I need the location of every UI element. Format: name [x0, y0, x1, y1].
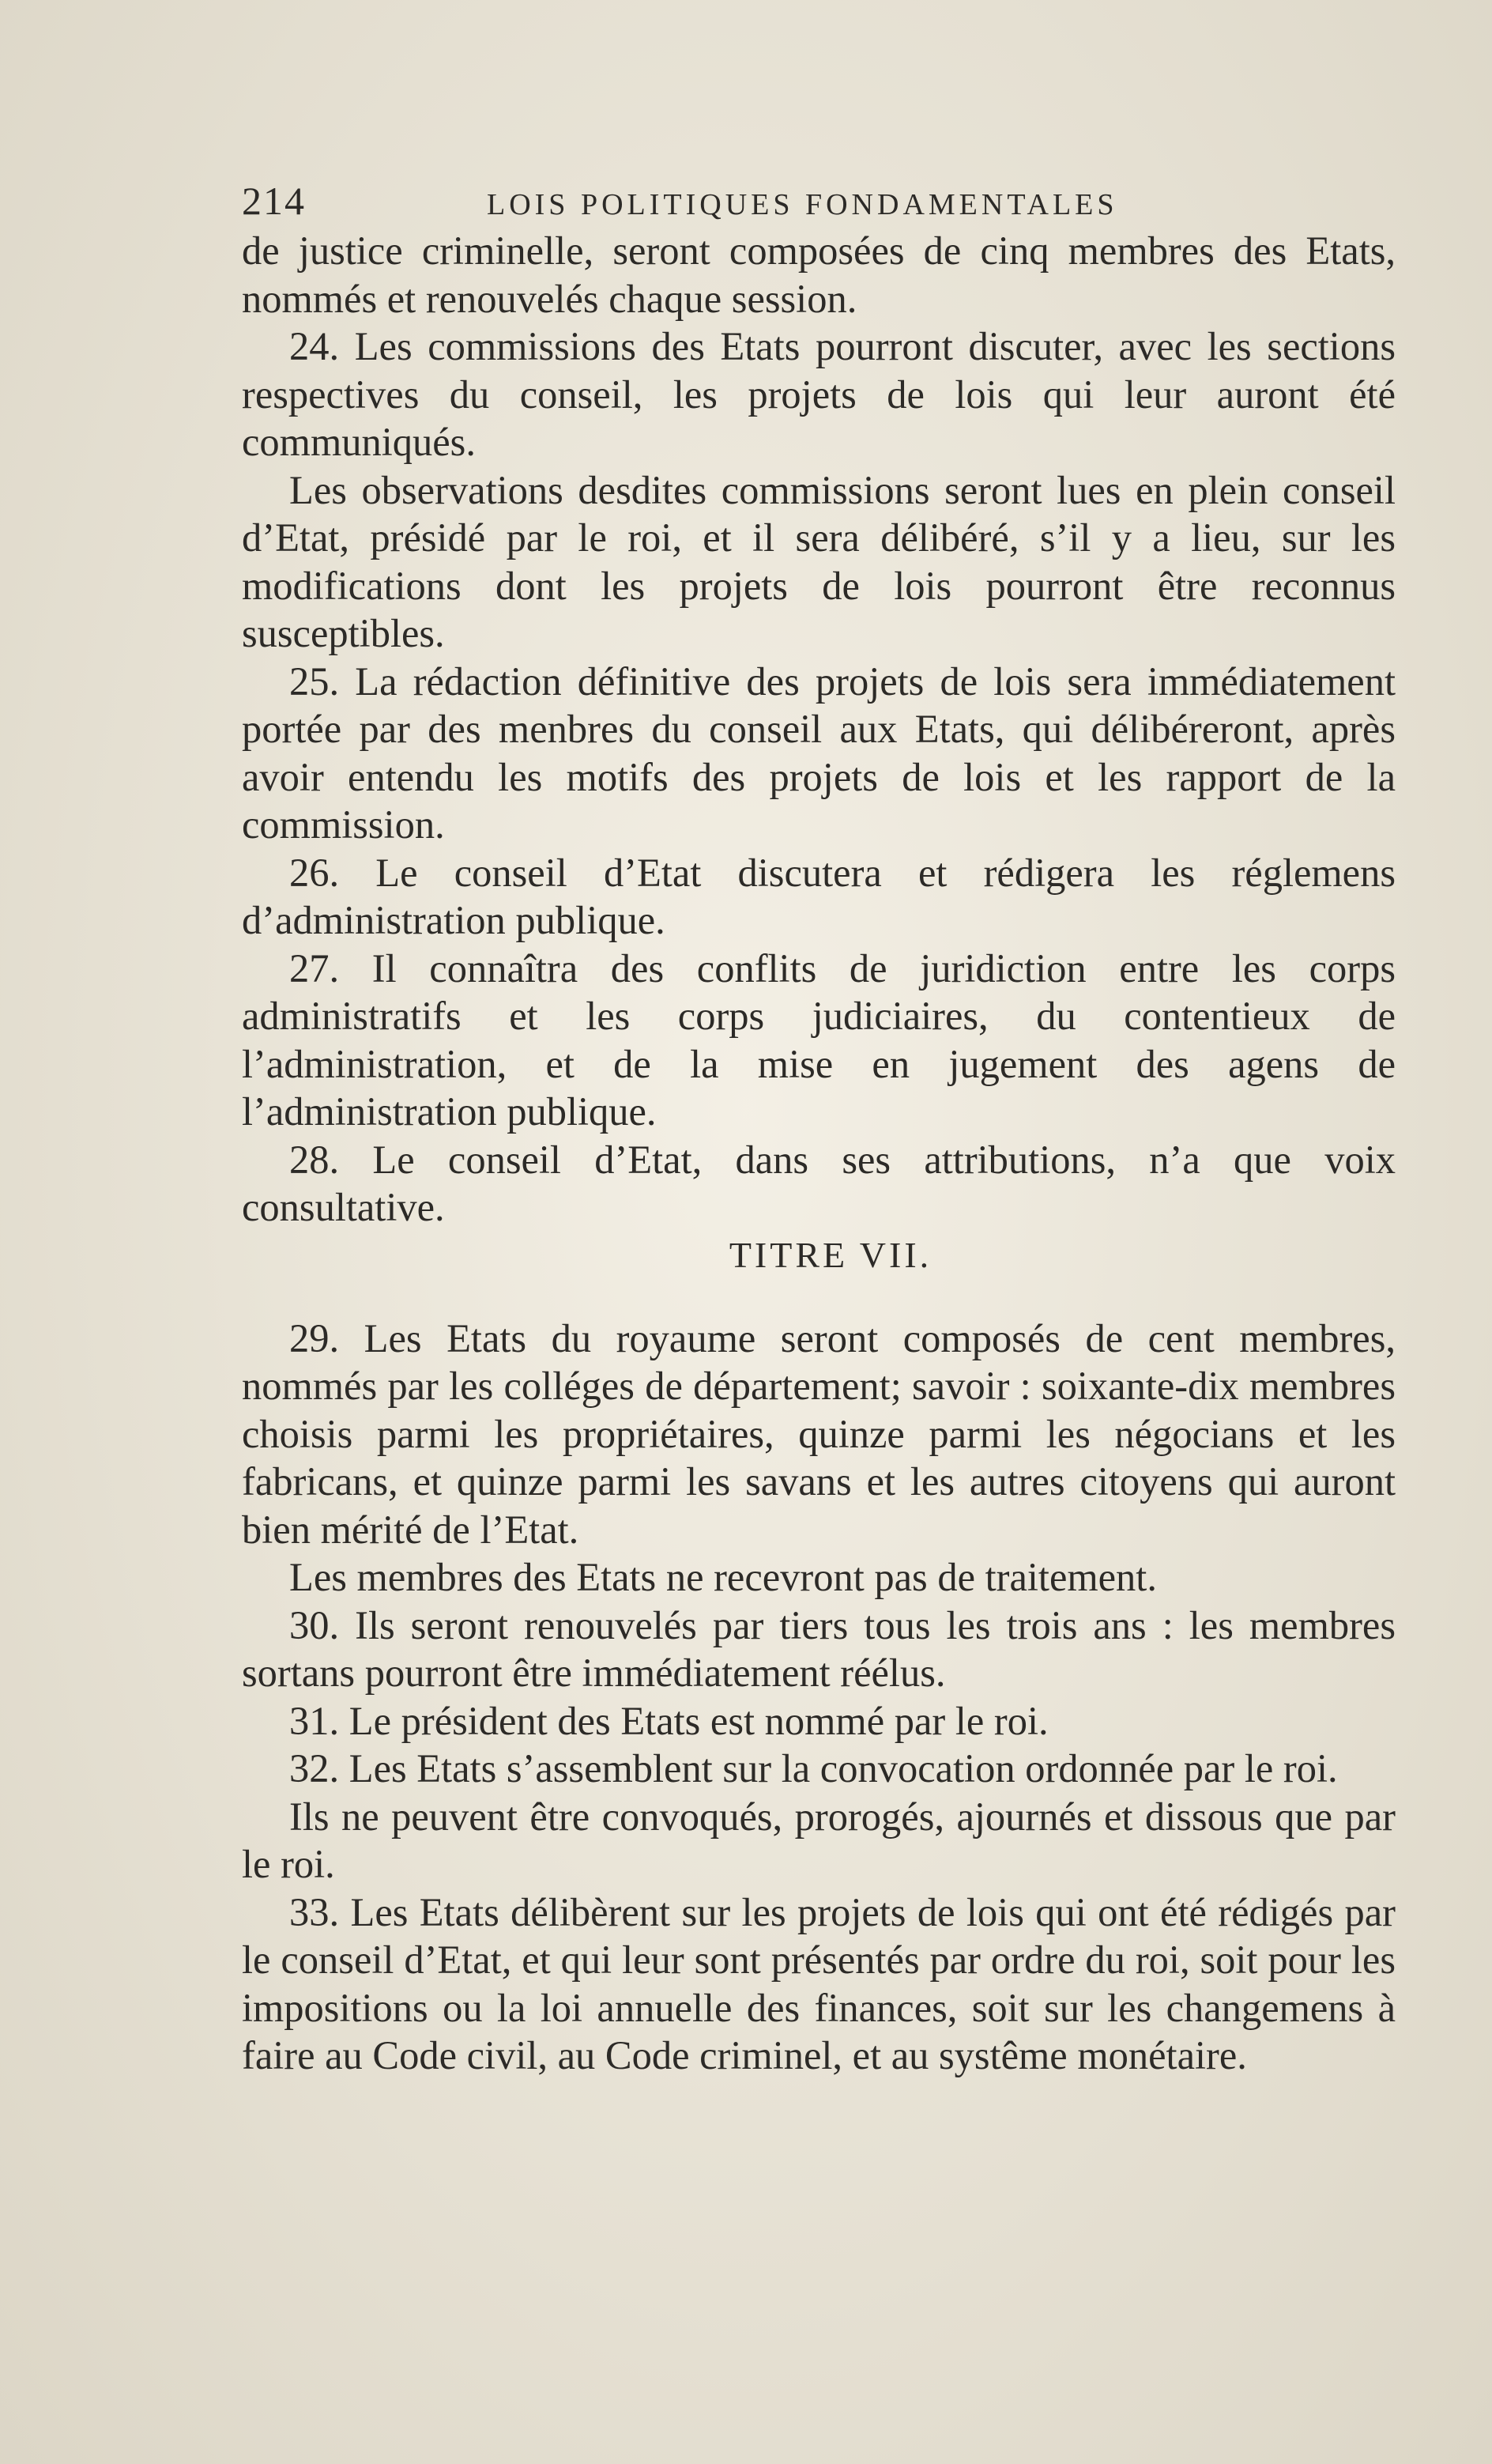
article-26: 26. Le conseil d’Etat discutera et rédigera les réglemens d’administration publique. — [242, 850, 1396, 942]
paragraph-continuation: de justice criminelle, seront composées de cinq membres des Etats, nommés et renouvelés chaque session. — [242, 228, 1396, 321]
article-27: 27. Il connaîtra des conflits de juridiction entre les corps administratifs et les corps judiciaires, du contentieux de l’administration, et de la mise en jugement des agens de l’administration publique. — [242, 945, 1396, 1134]
running-title: LOIS POLITIQUES FONDAMENTALES — [487, 188, 1118, 221]
article-30: 30. Ils seront renouvelés par tiers tous les trois ans : les membres sortans pourront être immédiatement réélus. — [242, 1602, 1396, 1695]
running-head — [242, 178, 1396, 227]
article-24-observations: Les observations desdites commissions seront lues en plein conseil d’Etat, présidé par le roi, et il sera délibéré, s’il y a lieu, sur les modifications dont les projets de lois pourront être reconnus susceptibles. — [242, 467, 1396, 655]
section-title: TITRE VII. — [729, 1234, 932, 1275]
article-31: 31. Le président des Etats est nommé par le roi. — [289, 1698, 1049, 1743]
article-29-traitement: Les membres des Etats ne recevront pas de traitement. — [289, 1555, 1157, 1599]
page-number: 214 — [242, 179, 306, 223]
article-29: 29. Les Etats du royaume seront composés de cent membres, nommés par les colléges de département; savoir : soixante-dix membres choisis parmi les propriétaires, quinze parmi les négocians et les fabricans, et quinze parmi les savans et les autres citoyens qui auront bien mérité de l’Etat. — [242, 1315, 1396, 1552]
text-block — [242, 178, 1396, 2080]
article-32: 32. Les Etats s’assemblent sur la convocation ordonnée par le roi. — [289, 1746, 1338, 1790]
article-24: 24. Les commissions des Etats pourront discuter, avec les sections respectives du conseil, les projets de lois qui leur auront été communiqués. — [242, 324, 1396, 464]
article-25: 25. La rédaction définitive des projets de lois sera immédiatement portée par des menbres du conseil aux Etats, qui délibéreront, après avoir entendu les motifs des projets de lois et les rapport de la commission. — [242, 658, 1396, 847]
article-32-dissolution: Ils ne peuvent être convoqués, prorogés, ajournés et dissous que par le roi. — [242, 1794, 1396, 1886]
article-33: 33. Les Etats délibèrent sur les projets de lois qui ont été rédigés par le conseil d’Etat, et qui leur sont présentés par ordre du roi, soit pour les impositions ou la loi annuelle des finances, soit sur les changemens à faire au Code civil, au Code criminel, et au systême monétaire. — [242, 1889, 1396, 2077]
body-text — [242, 227, 1396, 2080]
article-28: 28. Le conseil d’Etat, dans ses attributions, n’a que voix consultative. — [242, 1137, 1396, 1229]
